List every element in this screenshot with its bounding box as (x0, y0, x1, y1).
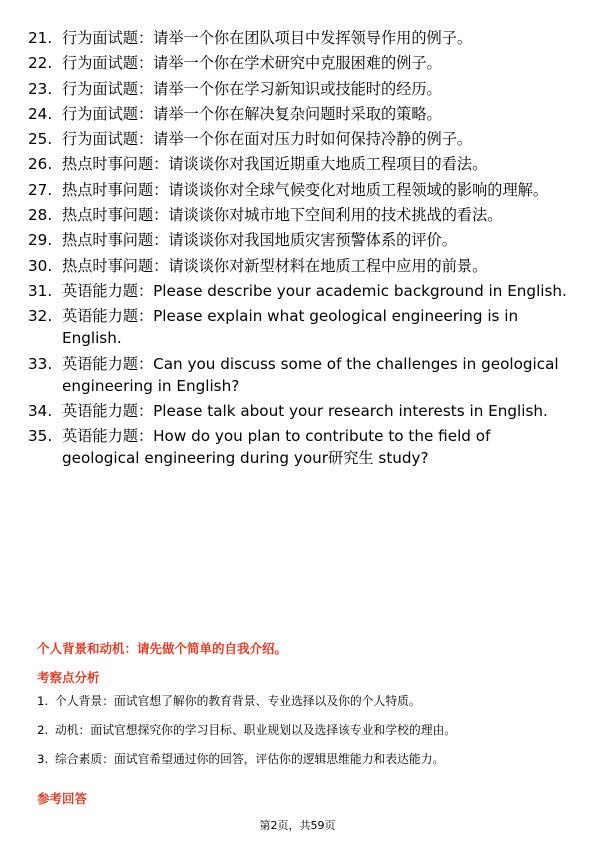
question-number: 24. (28, 104, 53, 123)
question-item (28, 280, 568, 302)
question-number: 21. (28, 29, 53, 47)
question-text: 热点时事问题：请谈谈你对新型材料在地质工程中应用的前景。 (62, 256, 488, 275)
analysis-point (37, 722, 557, 739)
point-number: 1. (37, 694, 49, 708)
page-footer: 第2页，共59页 (259, 819, 336, 832)
question-number: 22. (28, 54, 53, 73)
question-item (28, 425, 568, 469)
question-item (28, 353, 568, 397)
answer-heading: 参考回答 (37, 791, 88, 806)
question-text: 行为面试题：请举一个你在团队项目中发挥领导作用的例子。 (62, 29, 473, 47)
question-text: 行为面试题：请举一个你在解决复杂问题时采取的策略。 (62, 104, 442, 123)
question-number: 33. (28, 354, 53, 373)
question-number: 26. (28, 155, 53, 174)
question-text: 行为面试题：请举一个你在学习新知识或技能时的经历。 (62, 79, 442, 98)
question-text: 英语能力题：How do you plan to contribute to the field of geological engineering during your研究生 study? (62, 427, 491, 468)
question-item (28, 204, 568, 226)
point-text: 个人背景：面试官想了解你的教育背景、专业选择以及你的个人特质。 (55, 694, 421, 708)
question-item (28, 153, 568, 175)
question-text: 英语能力题：Please describe your academic background in English. (62, 281, 567, 300)
question-text: 热点时事问题：请谈谈你对全球气候变化对地质工程领域的影响的理解。 (62, 180, 548, 199)
question-text: 热点时事问题：请谈谈你对城市地下空间利用的技术挑战的看法。 (62, 206, 503, 225)
question-item (28, 27, 568, 49)
question-number: 31. (28, 281, 53, 300)
question-number: 32. (28, 307, 53, 326)
question-list (28, 27, 568, 472)
question-text: 热点时事问题：请谈谈你对我国地质灾害预警体系的评价。 (62, 231, 457, 250)
question-item (28, 229, 568, 251)
point-text: 综合素质：面试官希望通过你的回答，评估你的逻辑思维能力和表达能力。 (55, 752, 445, 766)
analysis-points (37, 693, 557, 780)
point-number: 2. (37, 723, 49, 737)
point-number: 3. (37, 752, 49, 766)
question-text: 行为面试题：请举一个你在学术研究中克服困难的例子。 (62, 54, 442, 73)
question-text: 英语能力题：Please talk about your research interests in English. (62, 401, 548, 420)
question-number: 25. (28, 130, 53, 149)
question-text: 行为面试题：请举一个你在面对压力时如何保持冷静的例子。 (62, 130, 473, 149)
analysis-heading: 考察点分析 (37, 670, 100, 685)
question-number: 23. (28, 79, 53, 98)
question-number: 34. (28, 401, 53, 420)
question-number: 28. (28, 206, 53, 225)
question-item (28, 255, 568, 277)
question-number: 29. (28, 231, 53, 250)
question-number: 30. (28, 256, 53, 275)
question-item (28, 103, 568, 125)
question-number: 27. (28, 180, 53, 199)
question-item (28, 305, 568, 349)
question-item (28, 78, 568, 100)
question-text: 英语能力题：Please explain what geological engineering is in English. (62, 307, 519, 348)
point-text: 动机：面试官想探究你的学习目标、职业规划以及选择该专业和学校的理由。 (55, 723, 457, 737)
question-item (28, 52, 568, 74)
question-item (28, 128, 568, 150)
question-number: 35. (28, 427, 53, 446)
question-text: 英语能力题：Can you discuss some of the challenges in geological engineering in English? (62, 354, 559, 395)
analysis-point (37, 751, 557, 768)
section-title: 个人背景和动机：请先做个简单的自我介绍。 (37, 641, 288, 656)
analysis-point (37, 693, 557, 710)
question-item (28, 400, 568, 422)
question-text: 热点时事问题：请谈谈你对我国近期重大地质工程项目的看法。 (62, 155, 488, 174)
question-item (28, 179, 568, 201)
